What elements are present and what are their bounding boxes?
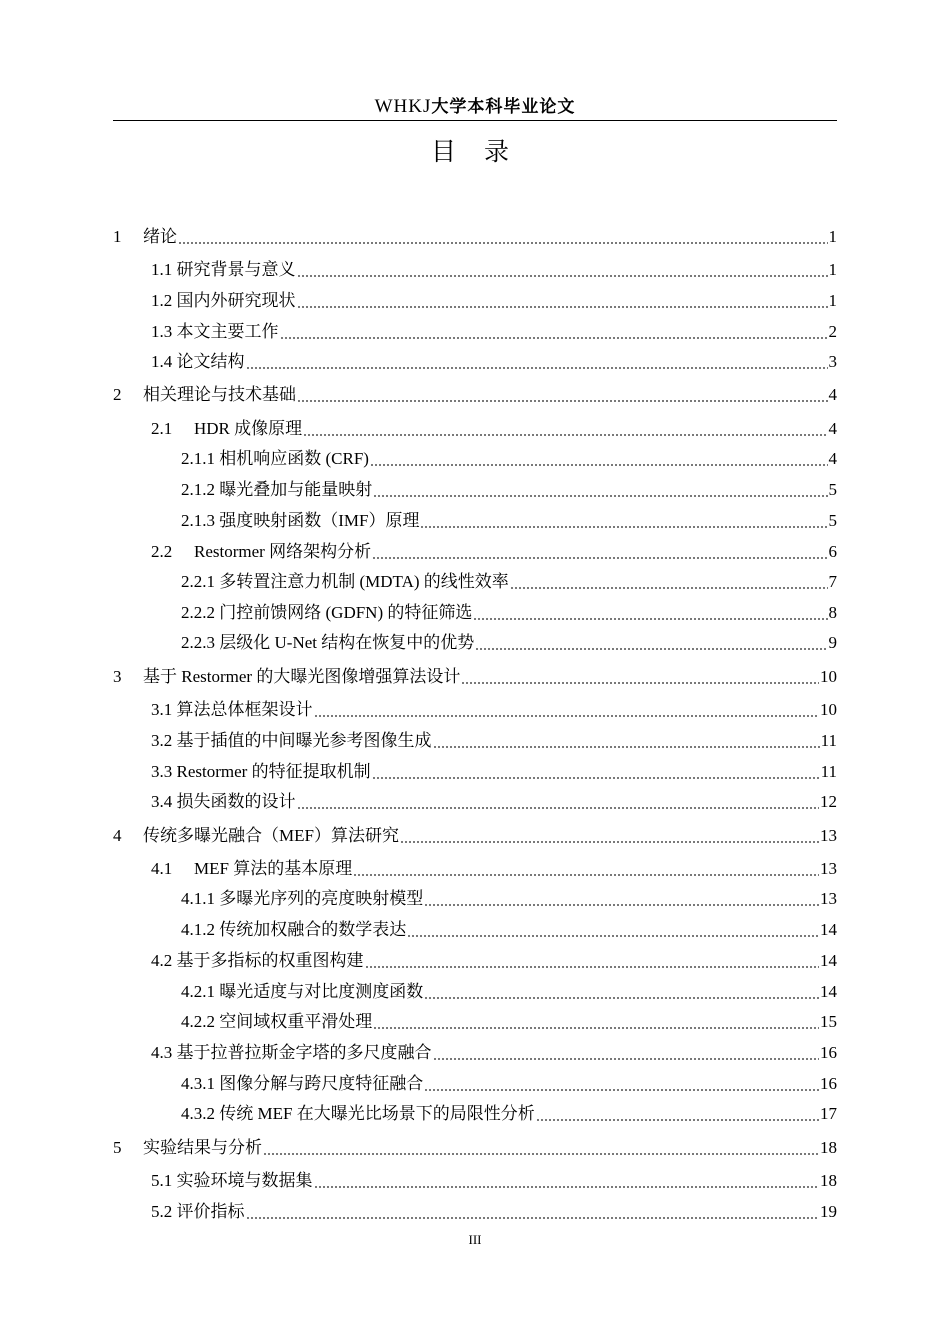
toc-entry-label: 4.1.2 传统加权融合的数学表达 — [181, 920, 407, 939]
toc-entry[interactable] — [113, 1073, 837, 1095]
toc-entry-page: 10 — [820, 700, 837, 719]
toc-entry-label: 2.1.3 强度映射函数（IMF）原理 — [181, 511, 420, 530]
dot-leader — [353, 874, 819, 876]
toc-entry-label: 5.2 评价指标 — [151, 1202, 245, 1221]
toc-entry-number: 2.2 — [151, 542, 173, 561]
toc-entry-label: 1.4 论文结构 — [151, 352, 245, 371]
toc-entry-label: 4.2.1 曝光适度与对比度测度函数 — [181, 982, 424, 1001]
toc-entry-number: 3 — [113, 667, 122, 686]
toc-entry[interactable] — [113, 1201, 837, 1223]
dot-leader — [365, 966, 820, 968]
toc-entry-page: 14 — [820, 951, 837, 970]
toc-entry[interactable] — [113, 259, 837, 281]
toc-entry[interactable] — [113, 981, 837, 1003]
toc-entry[interactable] — [113, 290, 837, 312]
toc-entry[interactable] — [113, 510, 837, 532]
toc-entry[interactable] — [113, 1103, 837, 1125]
toc-entry[interactable] — [113, 351, 837, 373]
toc-entry[interactable] — [113, 1042, 837, 1064]
toc-entry[interactable] — [113, 226, 837, 248]
dot-leader — [373, 1027, 819, 1029]
dot-leader — [420, 526, 827, 528]
dot-leader — [433, 1058, 820, 1060]
dot-leader — [424, 904, 819, 906]
header-title — [375, 96, 576, 117]
toc-entry-label: 2.2.2 门控前馈网络 (GDFN) 的特征筛选 — [181, 603, 473, 622]
toc-entry[interactable] — [113, 761, 837, 783]
running-header — [113, 96, 837, 121]
toc-entry-label: HDR 成像原理 — [194, 419, 303, 438]
toc-entry-page: 14 — [820, 982, 837, 1001]
toc-entry-page: 8 — [828, 603, 837, 622]
dot-leader — [372, 557, 827, 559]
dot-leader — [372, 777, 820, 779]
toc-entry-label: 基于 Restormer 的大曝光图像增强算法设计 — [143, 667, 461, 686]
toc-entry-label: 2.1.2 曝光叠加与能量映射 — [181, 480, 373, 499]
toc-entry-label: 4.3.1 图像分解与跨尺度特征融合 — [181, 1074, 424, 1093]
toc-entry-page: 13 — [820, 859, 837, 878]
dot-leader — [400, 841, 819, 843]
toc-entry-label: 相关理论与技术基础 — [143, 385, 296, 404]
dot-leader — [314, 1186, 820, 1188]
dot-leader — [424, 1089, 819, 1091]
toc-entry-page: 16 — [820, 1043, 837, 1062]
toc-entry-number: 1 — [113, 227, 122, 246]
toc-entry-label: 2.2.3 层级化 U-Net 结构在恢复中的优势 — [181, 633, 475, 652]
toc-entry[interactable] — [113, 919, 837, 941]
toc-entry-label: 2.1.1 相机响应函数 (CRF) — [181, 449, 369, 468]
dot-leader — [314, 715, 820, 717]
toc-entry[interactable] — [113, 384, 837, 406]
toc-entry-page: 4 — [828, 419, 837, 438]
toc-entry-page: 13 — [820, 826, 837, 845]
toc-entry-label: 4.3 基于拉普拉斯金字塔的多尺度融合 — [151, 1043, 432, 1062]
toc-entry-page: 4 — [828, 449, 837, 468]
toc-entry-label: 3.4 损失函数的设计 — [151, 792, 296, 811]
toc-entry-number: 4 — [113, 826, 122, 845]
toc-entry-page: 14 — [820, 920, 837, 939]
toc-entry[interactable] — [113, 888, 837, 910]
toc-entry-page: 1 — [828, 291, 837, 310]
toc-entry-page: 17 — [820, 1104, 837, 1123]
dot-leader — [246, 1217, 820, 1219]
toc-entry[interactable] — [113, 479, 837, 501]
toc-entry[interactable] — [113, 730, 837, 752]
toc-entry-label: 4.3.2 传统 MEF 在大曝光比场景下的局限性分析 — [181, 1104, 535, 1123]
toc-entry[interactable] — [113, 418, 837, 440]
toc-entry[interactable] — [113, 699, 837, 721]
header-latin: WHKJ — [374, 96, 432, 117]
toc-entry-label: 4.1.1 多曝光序列的亮度映射模型 — [181, 889, 424, 908]
dot-leader — [297, 400, 828, 402]
toc-entry-label: 2.2.1 多转置注意力机制 (MDTA) 的线性效率 — [181, 572, 509, 591]
dot-leader — [424, 997, 819, 999]
toc-entry-page: 18 — [820, 1171, 837, 1190]
toc-entry[interactable] — [113, 791, 837, 813]
toc-entry-label: MEF 算法的基本原理 — [194, 859, 353, 878]
toc-entry-page: 15 — [820, 1012, 837, 1031]
toc-entry-page: 6 — [828, 542, 837, 561]
toc-entry[interactable] — [113, 1170, 837, 1192]
dot-leader — [263, 1153, 819, 1155]
toc-entry[interactable] — [113, 825, 837, 847]
dot-leader — [178, 242, 828, 244]
toc-entry-label: 传统多曝光融合（MEF）算法研究 — [143, 826, 399, 845]
toc-entry[interactable] — [113, 666, 837, 688]
page-title: 目 录 — [431, 137, 519, 166]
toc-entry-page: 19 — [820, 1202, 837, 1221]
dot-leader — [536, 1119, 819, 1121]
dot-leader — [303, 434, 827, 436]
toc-entry[interactable] — [113, 858, 837, 880]
toc-entry[interactable] — [113, 950, 837, 972]
toc-entry[interactable] — [113, 448, 837, 470]
toc-entry-page: 5 — [828, 511, 837, 530]
header-chinese: 大学本科毕业论文 — [431, 97, 576, 117]
toc-entry-page: 11 — [820, 762, 837, 781]
toc-entry-page: 11 — [820, 731, 837, 750]
dot-leader — [433, 746, 820, 748]
toc-entry-page: 2 — [828, 322, 837, 341]
toc-entry-label: 绪论 — [143, 227, 177, 246]
dot-leader — [280, 337, 828, 339]
toc-entry-label: 3.3 Restormer 的特征提取机制 — [151, 762, 371, 781]
toc-entry-number: 4.1 — [151, 859, 173, 878]
toc-entry-page: 3 — [828, 352, 837, 371]
dot-leader — [373, 495, 827, 497]
toc-entry[interactable] — [113, 1137, 837, 1159]
dot-leader — [407, 935, 819, 937]
toc-entry-page: 10 — [820, 667, 837, 686]
toc-entry-page: 4 — [828, 385, 837, 404]
dot-leader — [461, 682, 819, 684]
toc-entry-label: 5.1 实验环境与数据集 — [151, 1171, 313, 1190]
dot-leader — [473, 618, 827, 620]
toc-entry-label: Restormer 网络架构分析 — [194, 542, 372, 561]
dot-leader — [246, 367, 828, 369]
toc-entry-label: 4.2 基于多指标的权重图构建 — [151, 951, 364, 970]
toc-entry-label: 实验结果与分析 — [143, 1138, 262, 1157]
page-number: III — [468, 1232, 482, 1247]
toc-entry-page: 12 — [820, 792, 837, 811]
toc-entry-page: 1 — [828, 227, 837, 246]
toc-entry-page: 5 — [828, 480, 837, 499]
toc-entry[interactable] — [113, 571, 837, 593]
toc-entry-number: 2.1 — [151, 419, 173, 438]
toc-entry-number: 2 — [113, 385, 122, 404]
toc-entry-label: 1.2 国内外研究现状 — [151, 291, 296, 310]
toc-entry-label: 1.3 本文主要工作 — [151, 322, 279, 341]
toc-entry-number: 5 — [113, 1138, 122, 1157]
toc-entry-page: 13 — [820, 889, 837, 908]
toc-entry[interactable] — [113, 1011, 837, 1033]
dot-leader — [475, 648, 827, 650]
toc-entry[interactable] — [113, 602, 837, 624]
toc-entry[interactable] — [113, 632, 837, 654]
toc-entry-page: 1 — [828, 260, 837, 279]
toc-entry-label: 1.1 研究背景与意义 — [151, 260, 296, 279]
toc-entry-label: 3.1 算法总体框架设计 — [151, 700, 313, 719]
dot-leader — [510, 587, 828, 589]
toc-entry-page: 9 — [828, 633, 837, 652]
toc-entry-label: 4.2.2 空间域权重平滑处理 — [181, 1012, 373, 1031]
toc-entry-page: 18 — [820, 1138, 837, 1157]
toc-entry-page: 7 — [828, 572, 837, 591]
toc-entry[interactable] — [113, 541, 837, 563]
toc-entry[interactable] — [113, 321, 837, 343]
dot-leader — [297, 306, 828, 308]
toc-entry-page: 16 — [820, 1074, 837, 1093]
dot-leader — [370, 464, 828, 466]
toc-entry-label: 3.2 基于插值的中间曝光参考图像生成 — [151, 731, 432, 750]
dot-leader — [297, 275, 828, 277]
dot-leader — [297, 807, 820, 809]
